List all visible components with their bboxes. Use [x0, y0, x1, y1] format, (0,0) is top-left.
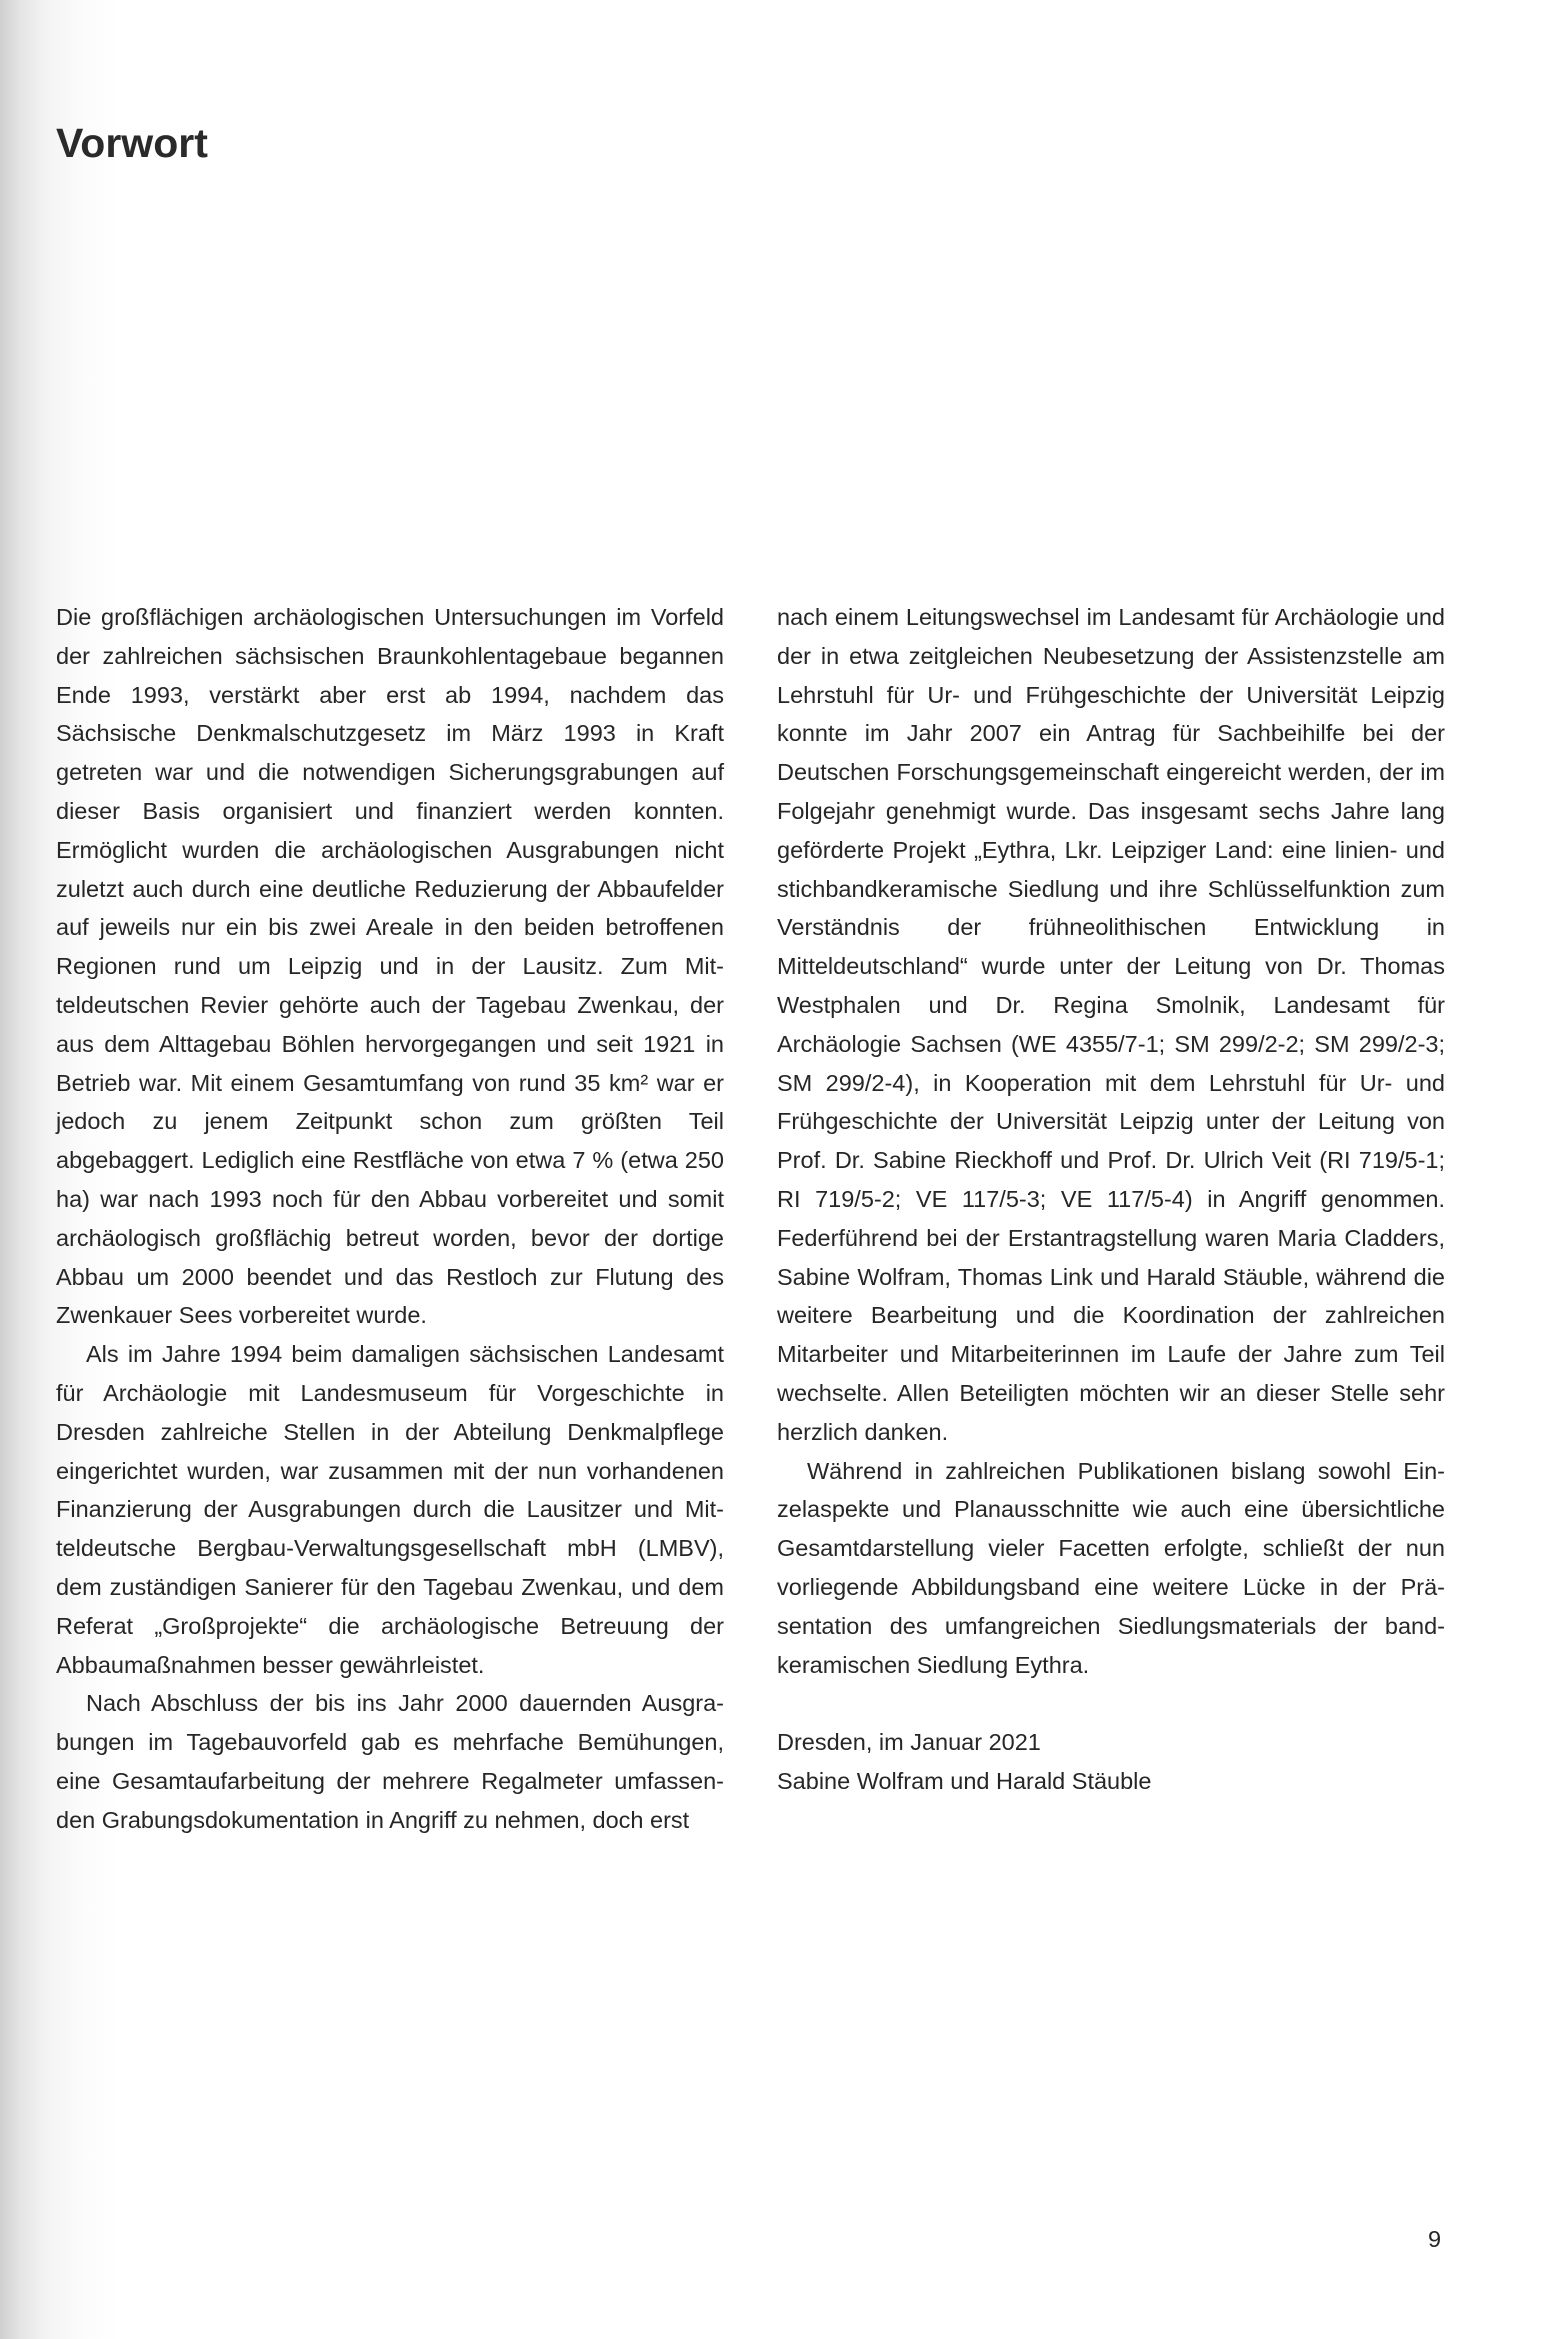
- right-text-column: [777, 598, 1445, 1801]
- place-date: Dresden, im Januar 2021: [777, 1729, 1041, 1756]
- signature-block: [777, 1723, 1445, 1801]
- paragraph: Als im Jahre 1994 beim damaligen sächsischen Landesamt für Archäologie mit Landesmuseum für Vorgeschichte in Dresden zahlreiche Stellen in der Abteilung Denkmalpflege eingerichtet wurden, war zusammen mit der nun vorhandenen Finanzierung der Ausgrabungen durch die Lausitzer und Mitteldeutsche Bergbau-Verwaltungsgesellschaft mbH (LMBV), dem zuständigen Sanierer für den Tagebau Zwenkau, und dem Referat „Großprojekte“ die archäologische Betreuung der Abbaumaßnahmen besser gewährleistet.: [56, 1341, 724, 1678]
- left-text-column: [56, 598, 724, 1840]
- paragraph: nach einem Leitungswechsel im Landesamt für Archäologie und der in etwa zeitgleichen Neubesetzung der Assistenzstelle am Lehrstuhl für Ur- und Frühgeschichte der Universität Leipzig konnte im Jahr 2007 ein Antrag für Sachbeihilfe bei der Deutschen Forschungsgemeinschaft eingereicht werden, der im Folgejahr genehmigt wurde. Das insgesamt sechs Jahre lang geförderte Projekt „Eythra, Lkr. Leipziger Land: eine linien- und stichbandkeramische Siedlung und ihre Schlüsselfunktion zum Verständnis der frühneolithischen Entwicklung in Mitteldeutschland“ wurde unter der Leitung von Dr. Thomas Westphalen und Dr. Regina Smolnik, Landesamt für Archäologie Sachsen (WE 4355/7-1; SM 299/2-2; SM 299/2-3; SM 299/2-4), in Kooperation mit dem Lehrstuhl für Ur- und Frühgeschichte der Universität Leipzig unter der Leitung von Prof. Dr. Sabine Rieckhoff und Prof. Dr. Ulrich Veit (RI 719/5-1; RI 719/5-2; VE 117/5-3; VE 117/5-4) in Angriff genommen. Federführend bei der Erstantragstellung waren Maria Cladders, Sabine Wolfram, Thomas Link und Harald Stäuble, während die weitere Bearbeitung und die Koordination der zahlreichen Mitarbeiter und Mitarbeiterinnen im Laufe der Jahre zum Teil wechselte. Allen Beteiligten möchten wir an dieser Stelle sehr herzlich danken.: [777, 604, 1445, 1445]
- authors: Sabine Wolfram und Harald Stäuble: [777, 1767, 1152, 1794]
- paragraph: Die großflächigen archäologischen Untersuchungen im Vorfeld der zahlreichen sächsischen Braunkohlentagebaue begannen Ende 1993, verstärkt aber erst ab 1994, nachdem das Sächsische Denkmalschutzgesetz im März 1993 in Kraft getreten war und die notwendigen Sicherungsgrabungen auf dieser Basis organisiert und finanziert werden konnten. Ermöglicht wurden die archäologischen Ausgrabungen nicht zuletzt auch durch eine deutliche Reduzierung der Abbaufelder auf jeweils nur ein bis zwei Areale in den beiden betroffenen Regionen rund um Leipzig und in der Lausitz. Zum Mitteldeutschen Revier gehörte auch der Tagebau Zwenkau, der aus dem Alttagebau Böhlen hervorgegangen und seit 1921 in Betrieb war. Mit einem Gesamtumfang von rund 35 km² war er jedoch zu jenem Zeitpunkt schon zum größten Teil abgebaggert. Lediglich eine Restfläche von etwa 7 % (etwa 250 ha) war nach 1993 noch für den Abbau vorbereitet und somit archäologisch großflächig betreut worden, bevor der dortige Abbau um 2000 beendet und das Restloch zur Flutung des Zwenkauer Sees vorbereitet wurde.: [56, 604, 724, 1329]
- page-title: Vorwort: [56, 120, 208, 166]
- page-number: 9: [1428, 2226, 1442, 2252]
- paragraph: Während in zahlreichen Publikationen bislang sowohl Einzelaspekte und Planausschnitte wie auch eine übersichtliche Gesamtdarstellung vieler Facetten erfolgte, schließt der nun vorliegende Abbildungsband eine weitere Lücke in der Präsentation des umfangreichen Siedlungsmaterials der bandkeramischen Siedlung Eythra.: [777, 1457, 1445, 1678]
- paragraph: Nach Abschluss der bis ins Jahr 2000 dauernden Ausgrabungen im Tagebauvorfeld gab es mehrfache Bemühungen, eine Gesamtaufarbeitung der mehrere Regalmeter umfassenden Grabungsdokumentation in Angriff zu nehmen, doch erst: [56, 1690, 724, 1833]
